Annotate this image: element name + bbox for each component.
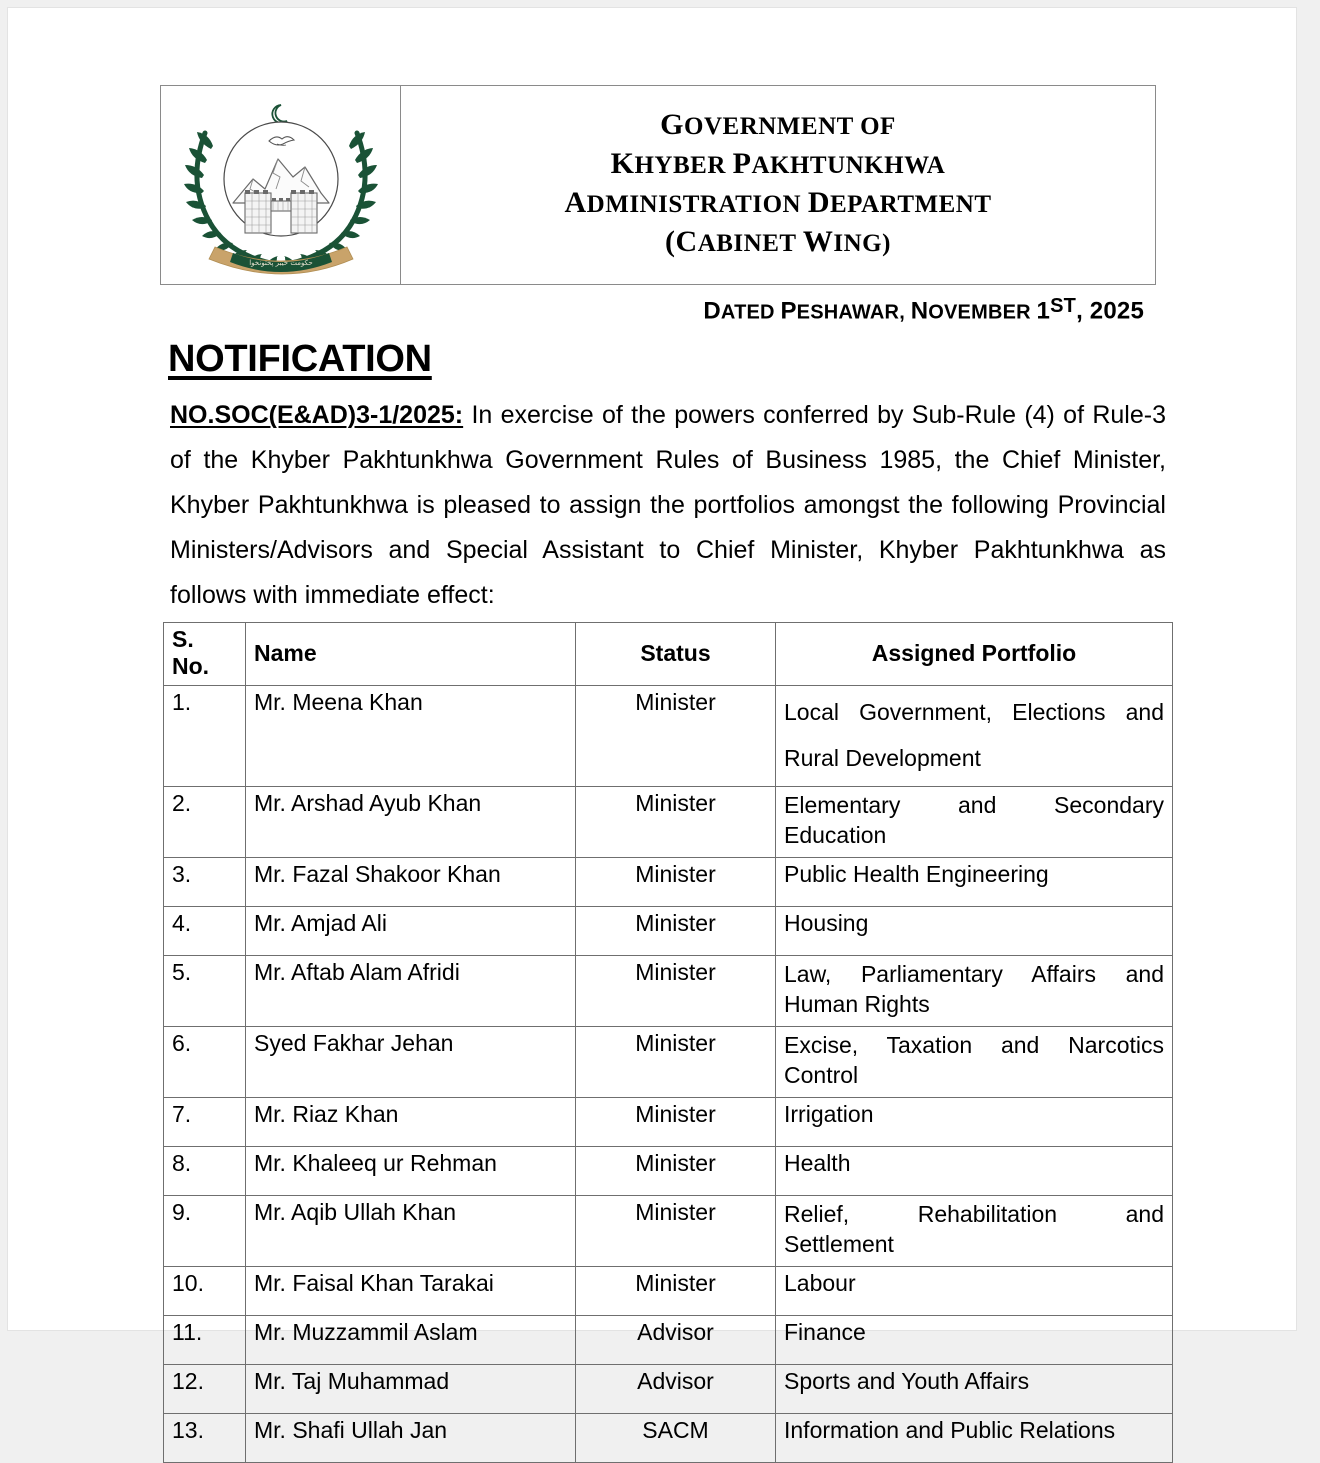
table-row xyxy=(164,1414,1173,1463)
cell-portfolio: Housing xyxy=(776,907,1173,956)
cell-status: Minister xyxy=(576,686,776,787)
cell-sno: 8. xyxy=(164,1147,246,1196)
portfolio-line-2: Control xyxy=(784,1062,859,1088)
portfolio-line-1: Local Government, Elections and xyxy=(784,699,1164,725)
dated-line: DATED PESHAWAR, NOVEMBER 1ST, 2025 xyxy=(703,295,1144,325)
cell-status: Minister xyxy=(576,907,776,956)
cell-sno: 9. xyxy=(164,1196,246,1267)
cell-portfolio: Labour xyxy=(776,1267,1173,1316)
letterhead-box xyxy=(160,85,1156,285)
cell-name: Mr. Fazal Shakoor Khan xyxy=(246,858,576,907)
cell-status: Minister xyxy=(576,956,776,1027)
cell-sno: 13. xyxy=(164,1414,246,1463)
table-row xyxy=(164,1365,1173,1414)
notification-body xyxy=(170,393,1166,618)
column-header-sno: S. No. xyxy=(164,623,246,686)
cell-sno: 4. xyxy=(164,907,246,956)
table-row xyxy=(164,1316,1173,1365)
cell-portfolio xyxy=(776,686,1173,787)
cell-name: Mr. Taj Muhammad xyxy=(246,1365,576,1414)
cell-status: SACM xyxy=(576,1414,776,1463)
cell-portfolio: Finance xyxy=(776,1316,1173,1365)
emblem-cell xyxy=(161,86,401,284)
assigned-portfolio-table xyxy=(163,622,1173,1463)
cell-portfolio xyxy=(776,1196,1173,1267)
portfolio-line-1: Elementary and Secondary xyxy=(784,792,1164,818)
portfolio-line-2: Education xyxy=(784,822,887,848)
table-row xyxy=(164,956,1173,1027)
cell-status: Minister xyxy=(576,1027,776,1098)
cell-sno: 11. xyxy=(164,1316,246,1365)
notification-body-text: In exercise of the powers conferred by Sub-Rule (4) of Rule-3 of the Khyber Pakhtunkhwa Government Rules of Business 1985, the Chief Minister, Khyber Pakhtunkhwa is pleased to assign the portfolios amongst the following Provincial Ministers/Advisors and Special Assistant to Chief Minister, Khyber Pakhtunkhwa as follows with immediate effect: xyxy=(170,401,1166,609)
cell-status: Minister xyxy=(576,1098,776,1147)
cell-name: Mr. Khaleeq ur Rehman xyxy=(246,1147,576,1196)
cell-status: Minister xyxy=(576,858,776,907)
cell-sno: 12. xyxy=(164,1365,246,1414)
page-title: NOTIFICATION xyxy=(168,338,432,380)
cell-portfolio: Health xyxy=(776,1147,1173,1196)
column-header-portfolio: Assigned Portfolio xyxy=(776,623,1173,686)
portfolio-line-1: Excise, Taxation and Narcotics xyxy=(784,1032,1164,1058)
cell-portfolio: Public Health Engineering xyxy=(776,858,1173,907)
gov-title-line-3: ADMINISTRATION DEPARTMENT xyxy=(564,186,992,219)
table-row xyxy=(164,787,1173,858)
column-header-name: Name xyxy=(246,623,576,686)
cell-status: Advisor xyxy=(576,1316,776,1365)
cell-portfolio xyxy=(776,787,1173,858)
cell-sno: 7. xyxy=(164,1098,246,1147)
cell-sno: 3. xyxy=(164,858,246,907)
cell-name: Mr. Riaz Khan xyxy=(246,1098,576,1147)
portfolio-line-2: Human Rights xyxy=(784,991,930,1017)
cell-name: Mr. Meena Khan xyxy=(246,686,576,787)
cell-name: Mr. Muzzammil Aslam xyxy=(246,1316,576,1365)
cell-name: Mr. Shafi Ullah Jan xyxy=(246,1414,576,1463)
table-row xyxy=(164,1196,1173,1267)
cell-portfolio: Irrigation xyxy=(776,1098,1173,1147)
cell-portfolio: Sports and Youth Affairs xyxy=(776,1365,1173,1414)
cell-name: Mr. Amjad Ali xyxy=(246,907,576,956)
cell-status: Minister xyxy=(576,1147,776,1196)
table-header-row xyxy=(164,623,1173,686)
cell-sno: 2. xyxy=(164,787,246,858)
document-page xyxy=(8,8,1296,1443)
table-row xyxy=(164,1098,1173,1147)
reference-number: NO.SOC(E&AD)3-1/2025: xyxy=(170,401,464,429)
khyber-pakhtunkhwa-government-emblem xyxy=(181,97,381,277)
table-row xyxy=(164,1267,1173,1316)
cell-sno: 1. xyxy=(164,686,246,787)
table-row xyxy=(164,1027,1173,1098)
gov-title-line-1: GOVERNMENT OF xyxy=(660,108,896,141)
cell-name: Syed Fakhar Jehan xyxy=(246,1027,576,1098)
table-row xyxy=(164,1147,1173,1196)
cell-status: Minister xyxy=(576,1267,776,1316)
table-row xyxy=(164,686,1173,787)
cell-status: Advisor xyxy=(576,1365,776,1414)
date-ordinal-suffix: ST xyxy=(1050,295,1077,317)
cell-name: Mr. Arshad Ayub Khan xyxy=(246,787,576,858)
cell-name: Mr. Aftab Alam Afridi xyxy=(246,956,576,1027)
gov-title-line-4: (CABINET WING) xyxy=(665,225,891,258)
svg-text:حکومت خیبر پختونخوا: حکومت خیبر پختونخوا xyxy=(248,259,313,267)
cell-portfolio: Information and Public Relations xyxy=(776,1414,1173,1463)
portfolio-line-1: Law, Parliamentary Affairs and xyxy=(784,961,1164,987)
letterhead-title-cell xyxy=(401,86,1155,284)
cell-sno: 6. xyxy=(164,1027,246,1098)
gov-title-line-2: KHYBER PAKHTUNKHWA xyxy=(610,147,946,180)
cell-name: Mr. Faisal Khan Tarakai xyxy=(246,1267,576,1316)
portfolio-line-1: Relief, Rehabilitation and xyxy=(784,1201,1164,1227)
cell-sno: 5. xyxy=(164,956,246,1027)
portfolio-line-2: Settlement xyxy=(784,1231,894,1257)
cell-name: Mr. Aqib Ullah Khan xyxy=(246,1196,576,1267)
cell-status: Minister xyxy=(576,1196,776,1267)
cell-status: Minister xyxy=(576,787,776,858)
table-row xyxy=(164,907,1173,956)
cell-sno: 10. xyxy=(164,1267,246,1316)
table-row xyxy=(164,858,1173,907)
cell-portfolio xyxy=(776,1027,1173,1098)
portfolio-line-2: Rural Development xyxy=(784,745,981,771)
column-header-status: Status xyxy=(576,623,776,686)
cell-portfolio xyxy=(776,956,1173,1027)
